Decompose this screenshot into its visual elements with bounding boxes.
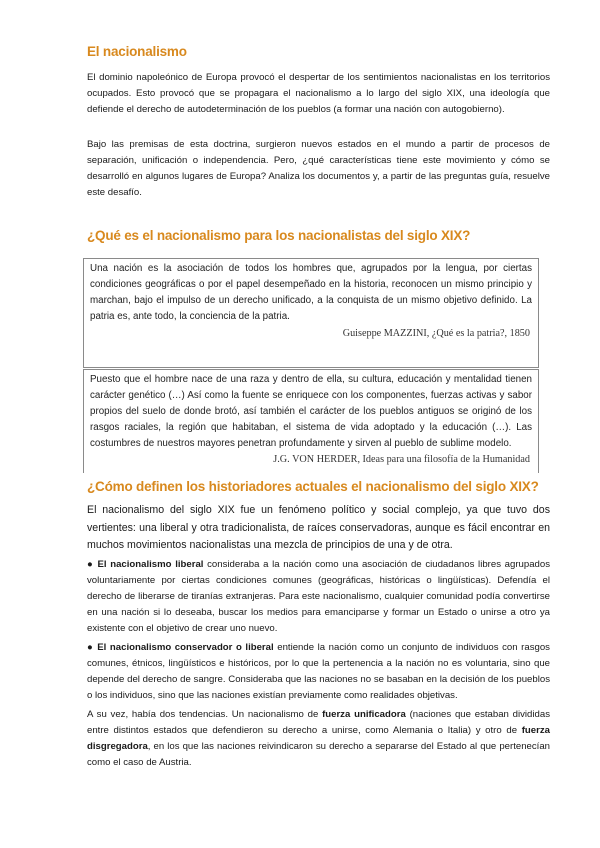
quote-author-mazzini: Guiseppe MAZZINI, ¿Qué es la patria?, 1850 [342, 328, 530, 339]
disintegrating-force-term: fuerza disgregadora [87, 725, 550, 752]
quote-box-herder [83, 369, 539, 473]
quote-box-mazzini [83, 258, 539, 368]
historians-paragraph: El nacionalismo del siglo XIX fue un fenómeno político y social complejo, ya que tuvo dos vertientes: una liberal y otra tradicionalista, de raíces conservadoras, aunque es fácil encontrar en muchos movimientos nacionalistas una mezcla de principios de una y de otra. [87, 504, 550, 551]
heading-nacionalismo: El nacionalismo [87, 44, 187, 59]
tendencies-text-3: , en los que las naciones reivindicaron su derecho a separarse del Estado al que pertenecían como el caso de Austria. [87, 741, 550, 768]
conservative-term: El nacionalismo conservador o liberal [97, 642, 274, 653]
unifying-force-term: fuerza unificadora [322, 709, 406, 720]
quote-text-mazzini: Una nación es la asociación de todos los hombres que, agrupados por la lengua, por ciertas condiciones geográficas o por el papel desempeñado en la historia, reconocen un mismo principio y marchan, bajo el impulso de un derecho unificado, a la conquista de un mismo objetivo definido. La patria es, ante todo, la conciencia de la patria. [90, 263, 532, 322]
quote-text-herder: Puesto que el hombre nace de una raza y dentro de ella, su cultura, educación y mentalidad tienen carácter genético (…) Así como la fuente se enriquece con los componentes, fuerzas activas y sabor propios del suelo de donde brotó, así también el carácter de los pueblos antiguos se originó de los rasgos raciales, la región que habitaban, el sistema de vida adoptado y la educación (…). Las costumbres de nuestros mayores penetran profundamente y sirven al pueblo de sublime modelo. [90, 374, 532, 449]
liberal-term: El nacionalismo liberal [97, 559, 204, 570]
heading-historiadores: ¿Cómo definen los historiadores actuales el nacionalismo del siglo XIX? [87, 479, 539, 494]
bullet-icon: ● [87, 559, 98, 570]
liberal-nationalism-paragraph [87, 557, 550, 637]
intro-paragraph-1: El dominio napoleónico de Europa provocó el despertar de los sentimientos nacionalistas en los territorios ocupados. Esto provocó que se propagara el nacionalismo a lo largo del siglo XIX, una ideología que defiende el derecho de autodeterminación de los pueblos (a formar una nación con autogobierno). [87, 72, 550, 115]
conservative-nationalism-paragraph [87, 640, 550, 704]
tendencies-text-2: (naciones que estaban divididas entre distintos estados que defendieron su derecho a unirse, como Alemania o Italia) y otro de [87, 709, 550, 736]
intro-paragraph-2: Bajo las premisas de esta doctrina, surgieron nuevos estados en el mundo a partir de procesos de separación, unificación o independencia. Pero, ¿qué características tiene este movimiento y cómo se desarrolló en algunos lugares de Europa? Analiza los documentos y, a partir de las preguntas guía, resuelve este desafío. [87, 139, 550, 198]
quote-author-herder: J.G. VON HERDER, Ideas para una filosofía de la Humanidad [273, 454, 530, 465]
bullet-icon: ● [87, 642, 98, 653]
tendencies-paragraph [87, 707, 550, 771]
conservative-text: entiende la nación como un conjunto de individuos con rasgos comunes, étnicos, lingüísticos e históricos, por lo que la pertenencia a la nación no es voluntaria, sino que depende del derecho de sangre. Consideraba que las naciones no se basaban en la decisión de los pueblos o los individuos, sino que las naciones existían previamente como realidades objetivas. [87, 642, 550, 701]
heading-que-es-nacionalismo: ¿Qué es el nacionalismo para los nacionalistas del siglo XIX? [87, 228, 471, 243]
tendencies-text-1: A su vez, había dos tendencias. Un nacionalismo de [87, 709, 323, 720]
liberal-text: consideraba a la nación como una asociación de ciudadanos libres agrupados voluntariamente por ciertas condiciones comunes (geográficas, históricas o lingüísticas). Defendía el derecho de liberarse de tiranías extranjeras. Para este nacionalismo, cualquier comunidad podía convertirse en una nación si lo deseaba, buscar los medios para emanciparse y formar un Estado o unirse a otro ya existente con el objetivo de crear uno nuevo. [87, 559, 550, 634]
